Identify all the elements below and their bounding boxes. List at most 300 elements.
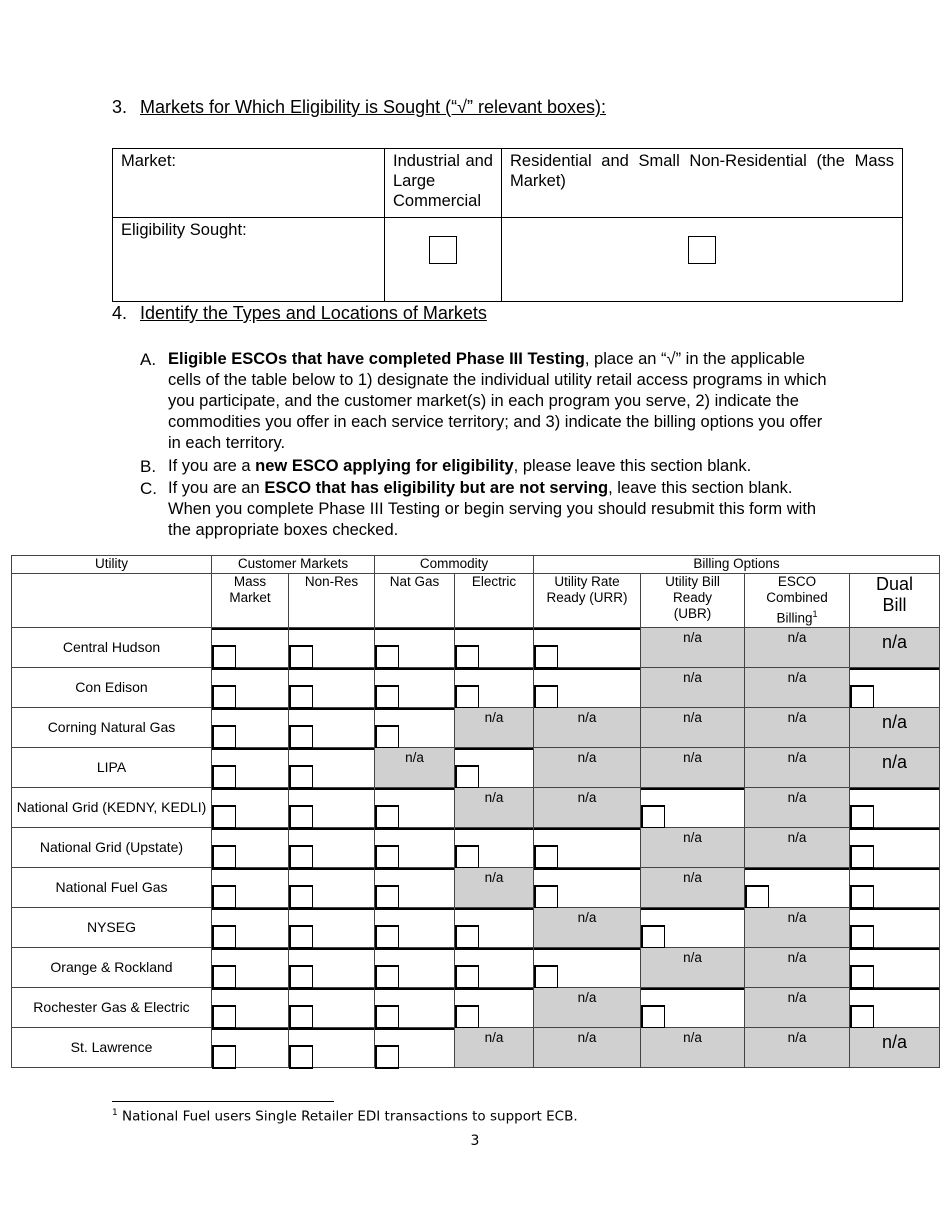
grid-cell-na-ubr (641, 1027, 745, 1067)
residential-header-cell (502, 149, 903, 218)
grid-cell-electric (455, 827, 534, 867)
grid-cell-electric (455, 667, 534, 707)
checkbox-nat-gas[interactable] (375, 845, 399, 869)
checkbox-top-edge (455, 828, 533, 830)
grid-col-nat-gas: Nat Gas (375, 574, 455, 628)
grid-cell-nat-gas (375, 627, 455, 667)
grid-row (12, 867, 940, 907)
grid-cell-nat-gas (375, 947, 455, 987)
grid-cell-nat-gas (375, 667, 455, 707)
grid-cell-non-res (289, 907, 375, 947)
checkbox-top-edge (212, 628, 288, 630)
checkbox-nat-gas[interactable] (375, 685, 399, 709)
na-label: n/a (484, 709, 504, 725)
grid-col-electric: Electric (455, 574, 534, 628)
grid-cell-electric (455, 627, 534, 667)
grid-cell-na-ubr (641, 707, 745, 747)
grid-cell-ubr (641, 987, 745, 1027)
na-label: n/a (787, 829, 807, 845)
residential-header: Residential and Small Non-Residential (the Mass Market) (510, 152, 894, 190)
checkbox-non-res[interactable] (289, 765, 313, 789)
checkbox-top-edge (534, 948, 640, 950)
grid-cell-na-ecb (745, 947, 850, 987)
checkbox-ecb[interactable] (745, 885, 769, 909)
grid-cell-urr (534, 947, 641, 987)
industrial-header-cell (385, 149, 502, 218)
checkbox-top-edge (455, 628, 533, 630)
grid-row (12, 627, 940, 667)
checkbox-mass-market[interactable] (212, 685, 236, 709)
checkbox-urr[interactable] (534, 965, 558, 989)
na-label: n/a (787, 789, 807, 805)
checkbox-top-edge (289, 828, 374, 830)
na-label: n/a (787, 989, 807, 1005)
checkbox-dual-bill[interactable] (850, 925, 874, 949)
checkbox-top-edge (375, 828, 454, 830)
checkbox-top-edge (289, 868, 374, 870)
checkbox-dual-bill[interactable] (850, 845, 874, 869)
grid-cell-dual-bill (850, 827, 940, 867)
residential-eligibility-checkbox[interactable] (688, 236, 716, 264)
checkbox-top-edge (850, 668, 939, 670)
grid-cell-na-urr (534, 787, 641, 827)
checkbox-dual-bill[interactable] (850, 805, 874, 829)
checkbox-dual-bill[interactable] (850, 685, 874, 709)
na-label: n/a (577, 1029, 597, 1045)
grid-cell-na-ecb (745, 987, 850, 1027)
grid-cell-na-ecb (745, 627, 850, 667)
grid-cell-nat-gas (375, 867, 455, 907)
grid-utility-name: LIPA (12, 747, 212, 787)
grid-cell-na-ubr (641, 867, 745, 907)
grid-cell-dual-bill (850, 907, 940, 947)
checkbox-top-edge (850, 988, 939, 990)
checkbox-top-edge (850, 908, 939, 910)
grid-cell-non-res (289, 1027, 375, 1067)
checkbox-urr[interactable] (534, 685, 558, 709)
grid-body (12, 627, 940, 1067)
grid-cell-urr (534, 627, 641, 667)
grid-cell-non-res (289, 987, 375, 1027)
checkbox-top-edge (289, 748, 374, 750)
na-label: n/a (577, 749, 597, 765)
item-c-rest: , leave this section blank. When you complete Phase III Testing or begin serving you should resubmit this form with the appropriate boxes checked. (168, 479, 817, 539)
item-b-pre: If you are a (168, 457, 256, 475)
item-b-text (168, 456, 838, 477)
checkbox-top-edge (212, 828, 288, 830)
checkbox-mass-market[interactable] (212, 925, 236, 949)
grid-col-non-res: Non-Res (289, 574, 375, 628)
checkbox-mass-market[interactable] (212, 885, 236, 909)
checkbox-top-edge (850, 868, 939, 870)
checkbox-electric[interactable] (455, 645, 479, 669)
grid-utility-name: St. Lawrence (12, 1027, 212, 1067)
checkbox-top-edge (289, 628, 374, 630)
grid-cell-non-res (289, 747, 375, 787)
na-label: n/a (683, 629, 702, 645)
na-label: n/a (683, 829, 702, 845)
checkbox-top-edge (375, 868, 454, 870)
checkbox-nat-gas[interactable] (375, 885, 399, 909)
grid-row (12, 667, 940, 707)
grid-cell-electric (455, 907, 534, 947)
checkbox-top-edge (289, 948, 374, 950)
grid-cell-na-electric (455, 1027, 534, 1067)
market-label: Market: (121, 152, 177, 170)
checkbox-top-edge (212, 1028, 288, 1030)
checkbox-mass-market[interactable] (212, 965, 236, 989)
checkbox-nat-gas[interactable] (375, 805, 399, 829)
grid-cell-na-electric (455, 867, 534, 907)
grid-utility-name: Corning Natural Gas (12, 707, 212, 747)
checkbox-electric[interactable] (455, 1005, 479, 1029)
na-label: n/a (683, 709, 702, 725)
grid-cell-na-dual-bill (850, 627, 940, 667)
checkbox-top-edge (289, 908, 374, 910)
checkbox-urr[interactable] (534, 845, 558, 869)
checkbox-mass-market[interactable] (212, 845, 236, 869)
checkbox-non-res[interactable] (289, 685, 313, 709)
na-label: n/a (484, 1029, 504, 1045)
eligibility-label: Eligibility Sought: (121, 221, 247, 239)
eligibility-label-cell (113, 218, 385, 302)
grid-cell-urr (534, 667, 641, 707)
footnote-text: National Fuel users Single Retailer EDI transactions to support ECB. (117, 1108, 578, 1125)
na-label: n/a (882, 711, 908, 732)
section-3-heading (112, 97, 606, 118)
checkbox-nat-gas[interactable] (375, 925, 399, 949)
checkbox-non-res[interactable] (289, 845, 313, 869)
footnote (112, 1108, 578, 1125)
grid-row (12, 787, 940, 827)
grid-cell-na-urr (534, 1027, 641, 1067)
grid-col-mass-market: Mass Market (212, 574, 289, 628)
grid-cell-dual-bill (850, 787, 940, 827)
item-a-text (168, 349, 838, 454)
checkbox-dual-bill[interactable] (850, 885, 874, 909)
grid-col-urr: Utility Rate Ready (URR) (534, 574, 641, 628)
checkbox-top-edge (289, 788, 374, 790)
checkbox-non-res[interactable] (289, 965, 313, 989)
checkbox-non-res[interactable] (289, 725, 313, 749)
item-c-letter: C. (140, 479, 157, 498)
grid-group-utility: Utility (12, 556, 212, 574)
checkbox-top-edge (455, 668, 533, 670)
checkbox-mass-market[interactable] (212, 1045, 236, 1069)
grid-cell-non-res (289, 787, 375, 827)
na-label: n/a (882, 631, 908, 652)
grid-cell-na-ubr (641, 747, 745, 787)
grid-cell-dual-bill (850, 867, 940, 907)
checkbox-top-edge (212, 668, 288, 670)
checkbox-top-edge (641, 788, 744, 790)
checkbox-top-edge (212, 708, 288, 710)
checkbox-ubr[interactable] (641, 1005, 665, 1029)
na-label: n/a (484, 789, 504, 805)
na-label: n/a (683, 949, 702, 965)
grid-cell-na-ubr (641, 667, 745, 707)
grid-row (12, 1027, 940, 1067)
grid-cell-na-ecb (745, 787, 850, 827)
na-label: n/a (683, 869, 702, 885)
checkbox-nat-gas[interactable] (375, 1005, 399, 1029)
grid-cell-na-ecb (745, 747, 850, 787)
na-label: n/a (683, 1029, 702, 1045)
grid-row (12, 947, 940, 987)
na-label: n/a (787, 749, 807, 765)
checkbox-top-edge (455, 948, 533, 950)
na-label: n/a (882, 1031, 908, 1052)
grid-cell-electric (455, 747, 534, 787)
grid-cell-nat-gas (375, 987, 455, 1027)
grid-cell-na-dual-bill (850, 1027, 940, 1067)
grid-cell-na-urr (534, 987, 641, 1027)
grid-cell-ubr (641, 787, 745, 827)
checkbox-nat-gas[interactable] (375, 645, 399, 669)
checkbox-non-res[interactable] (289, 1045, 313, 1069)
checkbox-urr[interactable] (534, 645, 558, 669)
grid-utility-name: Central Hudson (12, 627, 212, 667)
checkbox-top-edge (455, 748, 533, 750)
grid-col-ubr: Utility Bill Ready (UBR) (641, 574, 745, 628)
na-label: n/a (787, 669, 807, 685)
item-c-pre: If you are an (168, 479, 265, 497)
checkbox-nat-gas[interactable] (375, 965, 399, 989)
checkbox-dual-bill[interactable] (850, 1005, 874, 1029)
checkbox-dual-bill[interactable] (850, 965, 874, 989)
grid-cell-non-res (289, 867, 375, 907)
grid-utility-name: Con Edison (12, 667, 212, 707)
item-b-letter: B. (140, 457, 157, 476)
section-4-number: 4. (112, 303, 128, 323)
grid-cell-non-res (289, 827, 375, 867)
checkbox-top-edge (850, 788, 939, 790)
checkbox-mass-market[interactable] (212, 805, 236, 829)
grid-group-customer-markets: Customer Markets (212, 556, 375, 574)
checkbox-top-edge (534, 628, 640, 630)
checkbox-electric[interactable] (455, 685, 479, 709)
grid-cell-ecb (745, 867, 850, 907)
checkbox-top-edge (641, 908, 744, 910)
grid-cell-mass-market (212, 907, 289, 947)
grid-cell-mass-market (212, 867, 289, 907)
na-label: n/a (577, 709, 597, 725)
grid-cell-na-ecb (745, 827, 850, 867)
item-c-text (168, 478, 828, 541)
market-eligibility-table (112, 148, 903, 302)
checkbox-top-edge (212, 988, 288, 990)
grid-col-ecb-label: ESCO Combined Billing (766, 574, 828, 626)
checkbox-top-edge (212, 788, 288, 790)
grid-utility-name: National Grid (KEDNY, KEDLI) (12, 787, 212, 827)
na-label: n/a (405, 749, 424, 765)
page-number: 3 (470, 1133, 480, 1149)
na-label: n/a (577, 909, 597, 925)
grid-group-billing-options: Billing Options (534, 556, 940, 574)
markets-grid (11, 555, 940, 1068)
checkbox-top-edge (455, 908, 533, 910)
na-label: n/a (683, 669, 702, 685)
checkbox-top-edge (534, 668, 640, 670)
section-4-title: Identify the Types and Locations of Markets (140, 303, 487, 323)
grid-group-commodity: Commodity (375, 556, 534, 574)
market-label-cell (113, 149, 385, 218)
item-a-letter: A. (140, 350, 157, 369)
grid-utility-name: National Fuel Gas (12, 867, 212, 907)
grid-col-ecb-footnote-marker: 1 (812, 609, 818, 619)
checkbox-mass-market[interactable] (212, 1005, 236, 1029)
checkbox-electric[interactable] (455, 925, 479, 949)
na-label: n/a (484, 869, 504, 885)
checkbox-top-edge (212, 868, 288, 870)
checkbox-ubr[interactable] (641, 925, 665, 949)
grid-cell-nat-gas (375, 907, 455, 947)
checkbox-top-edge (212, 948, 288, 950)
grid-cell-mass-market (212, 987, 289, 1027)
grid-row (12, 827, 940, 867)
grid-cell-na-dual-bill (850, 707, 940, 747)
industrial-checkbox-cell (385, 218, 502, 302)
checkbox-electric[interactable] (455, 965, 479, 989)
checkbox-top-edge (850, 828, 939, 830)
item-b-rest: , please leave this section blank. (513, 457, 752, 475)
grid-cell-nat-gas (375, 827, 455, 867)
na-label: n/a (787, 1029, 807, 1045)
grid-cell-na-electric (455, 707, 534, 747)
checkbox-top-edge (212, 748, 288, 750)
grid-row (12, 707, 940, 747)
grid-col-utility-blank (12, 574, 212, 628)
checkbox-top-edge (289, 708, 374, 710)
grid-cell-na-ecb (745, 1027, 850, 1067)
grid-cell-na-urr (534, 747, 641, 787)
checkbox-top-edge (850, 948, 939, 950)
grid-cell-nat-gas (375, 787, 455, 827)
grid-cell-na-ubr (641, 627, 745, 667)
na-label: n/a (577, 789, 597, 805)
grid-cell-dual-bill (850, 667, 940, 707)
grid-cell-na-ubr (641, 827, 745, 867)
residential-checkbox-cell (502, 218, 903, 302)
footnote-marker: 1 (112, 1108, 118, 1118)
na-label: n/a (787, 909, 807, 925)
grid-cell-na-urr (534, 707, 641, 747)
checkbox-non-res[interactable] (289, 1005, 313, 1029)
grid-cell-electric (455, 947, 534, 987)
checkbox-non-res[interactable] (289, 805, 313, 829)
grid-cell-mass-market (212, 707, 289, 747)
item-b-bold: new ESCO applying for eligibility (255, 457, 514, 475)
checkbox-top-edge (375, 908, 454, 910)
checkbox-top-edge (375, 988, 454, 990)
checkbox-nat-gas[interactable] (375, 725, 399, 749)
grid-cell-na-ubr (641, 947, 745, 987)
na-label: n/a (787, 709, 807, 725)
na-label: n/a (577, 989, 597, 1005)
industrial-eligibility-checkbox[interactable] (429, 236, 457, 264)
section-3-title: Markets for Which Eligibility is Sought (“√” relevant boxes): (140, 97, 607, 117)
grid-cell-na-ecb (745, 707, 850, 747)
grid-cell-non-res (289, 947, 375, 987)
checkbox-top-edge (289, 668, 374, 670)
checkbox-ubr[interactable] (641, 805, 665, 829)
na-label: n/a (787, 629, 807, 645)
grid-utility-name: Rochester Gas & Electric (12, 987, 212, 1027)
na-label: n/a (787, 949, 807, 965)
grid-cell-non-res (289, 667, 375, 707)
grid-cell-non-res (289, 627, 375, 667)
item-a-rest: , place an “√” in the applicable cells of the table below to 1) designate the individual utility retail access programs in which you participate, and the customer market(s) in each program you serve, 2) indicate the commodities you offer in each service territory; and 3) indicate the billing options you offer in each territory. (168, 350, 827, 452)
na-label: n/a (882, 751, 908, 772)
checkbox-top-edge (534, 868, 640, 870)
grid-utility-name: National Grid (Upstate) (12, 827, 212, 867)
grid-col-ecb (745, 574, 850, 628)
grid-cell-dual-bill (850, 987, 940, 1027)
grid-cell-mass-market (212, 827, 289, 867)
grid-cell-urr (534, 827, 641, 867)
checkbox-top-edge (289, 1028, 374, 1030)
grid-cell-ubr (641, 907, 745, 947)
checkbox-top-edge (375, 668, 454, 670)
checkbox-top-edge (375, 788, 454, 790)
grid-row (12, 907, 940, 947)
checkbox-non-res[interactable] (289, 885, 313, 909)
item-a-bold: Eligible ESCOs that have completed Phase III Testing (168, 350, 585, 368)
na-label: n/a (683, 749, 702, 765)
grid-cell-na-ecb (745, 907, 850, 947)
grid-utility-name: Orange & Rockland (12, 947, 212, 987)
section-3-number: 3. (112, 97, 128, 117)
grid-cell-na-urr (534, 907, 641, 947)
section-4-heading (112, 303, 487, 324)
checkbox-mass-market[interactable] (212, 725, 236, 749)
grid-cell-na-electric (455, 787, 534, 827)
grid-cell-electric (455, 987, 534, 1027)
checkbox-top-edge (375, 1028, 454, 1030)
grid-cell-na-nat-gas (375, 747, 455, 787)
checkbox-nat-gas[interactable] (375, 1045, 399, 1069)
checkbox-top-edge (375, 948, 454, 950)
checkbox-non-res[interactable] (289, 645, 313, 669)
grid-cell-na-dual-bill (850, 747, 940, 787)
checkbox-top-edge (534, 828, 640, 830)
footnote-rule (112, 1101, 334, 1102)
industrial-header: Industrial and Large Commercial (393, 152, 493, 210)
grid-cell-mass-market (212, 947, 289, 987)
checkbox-mass-market[interactable] (212, 645, 236, 669)
grid-cell-dual-bill (850, 947, 940, 987)
grid-cell-mass-market (212, 787, 289, 827)
checkbox-top-edge (375, 628, 454, 630)
grid-cell-non-res (289, 707, 375, 747)
checkbox-top-edge (455, 988, 533, 990)
checkbox-non-res[interactable] (289, 925, 313, 949)
checkbox-mass-market[interactable] (212, 765, 236, 789)
grid-row (12, 747, 940, 787)
checkbox-top-edge (212, 908, 288, 910)
checkbox-electric[interactable] (455, 845, 479, 869)
grid-cell-mass-market (212, 667, 289, 707)
checkbox-urr[interactable] (534, 885, 558, 909)
checkbox-top-edge (641, 988, 744, 990)
checkbox-electric[interactable] (455, 765, 479, 789)
grid-cell-mass-market (212, 747, 289, 787)
checkbox-top-edge (375, 708, 454, 710)
grid-col-dual-bill: Dual Bill (850, 574, 940, 628)
grid-row (12, 987, 940, 1027)
grid-cell-mass-market (212, 627, 289, 667)
grid-cell-nat-gas (375, 707, 455, 747)
